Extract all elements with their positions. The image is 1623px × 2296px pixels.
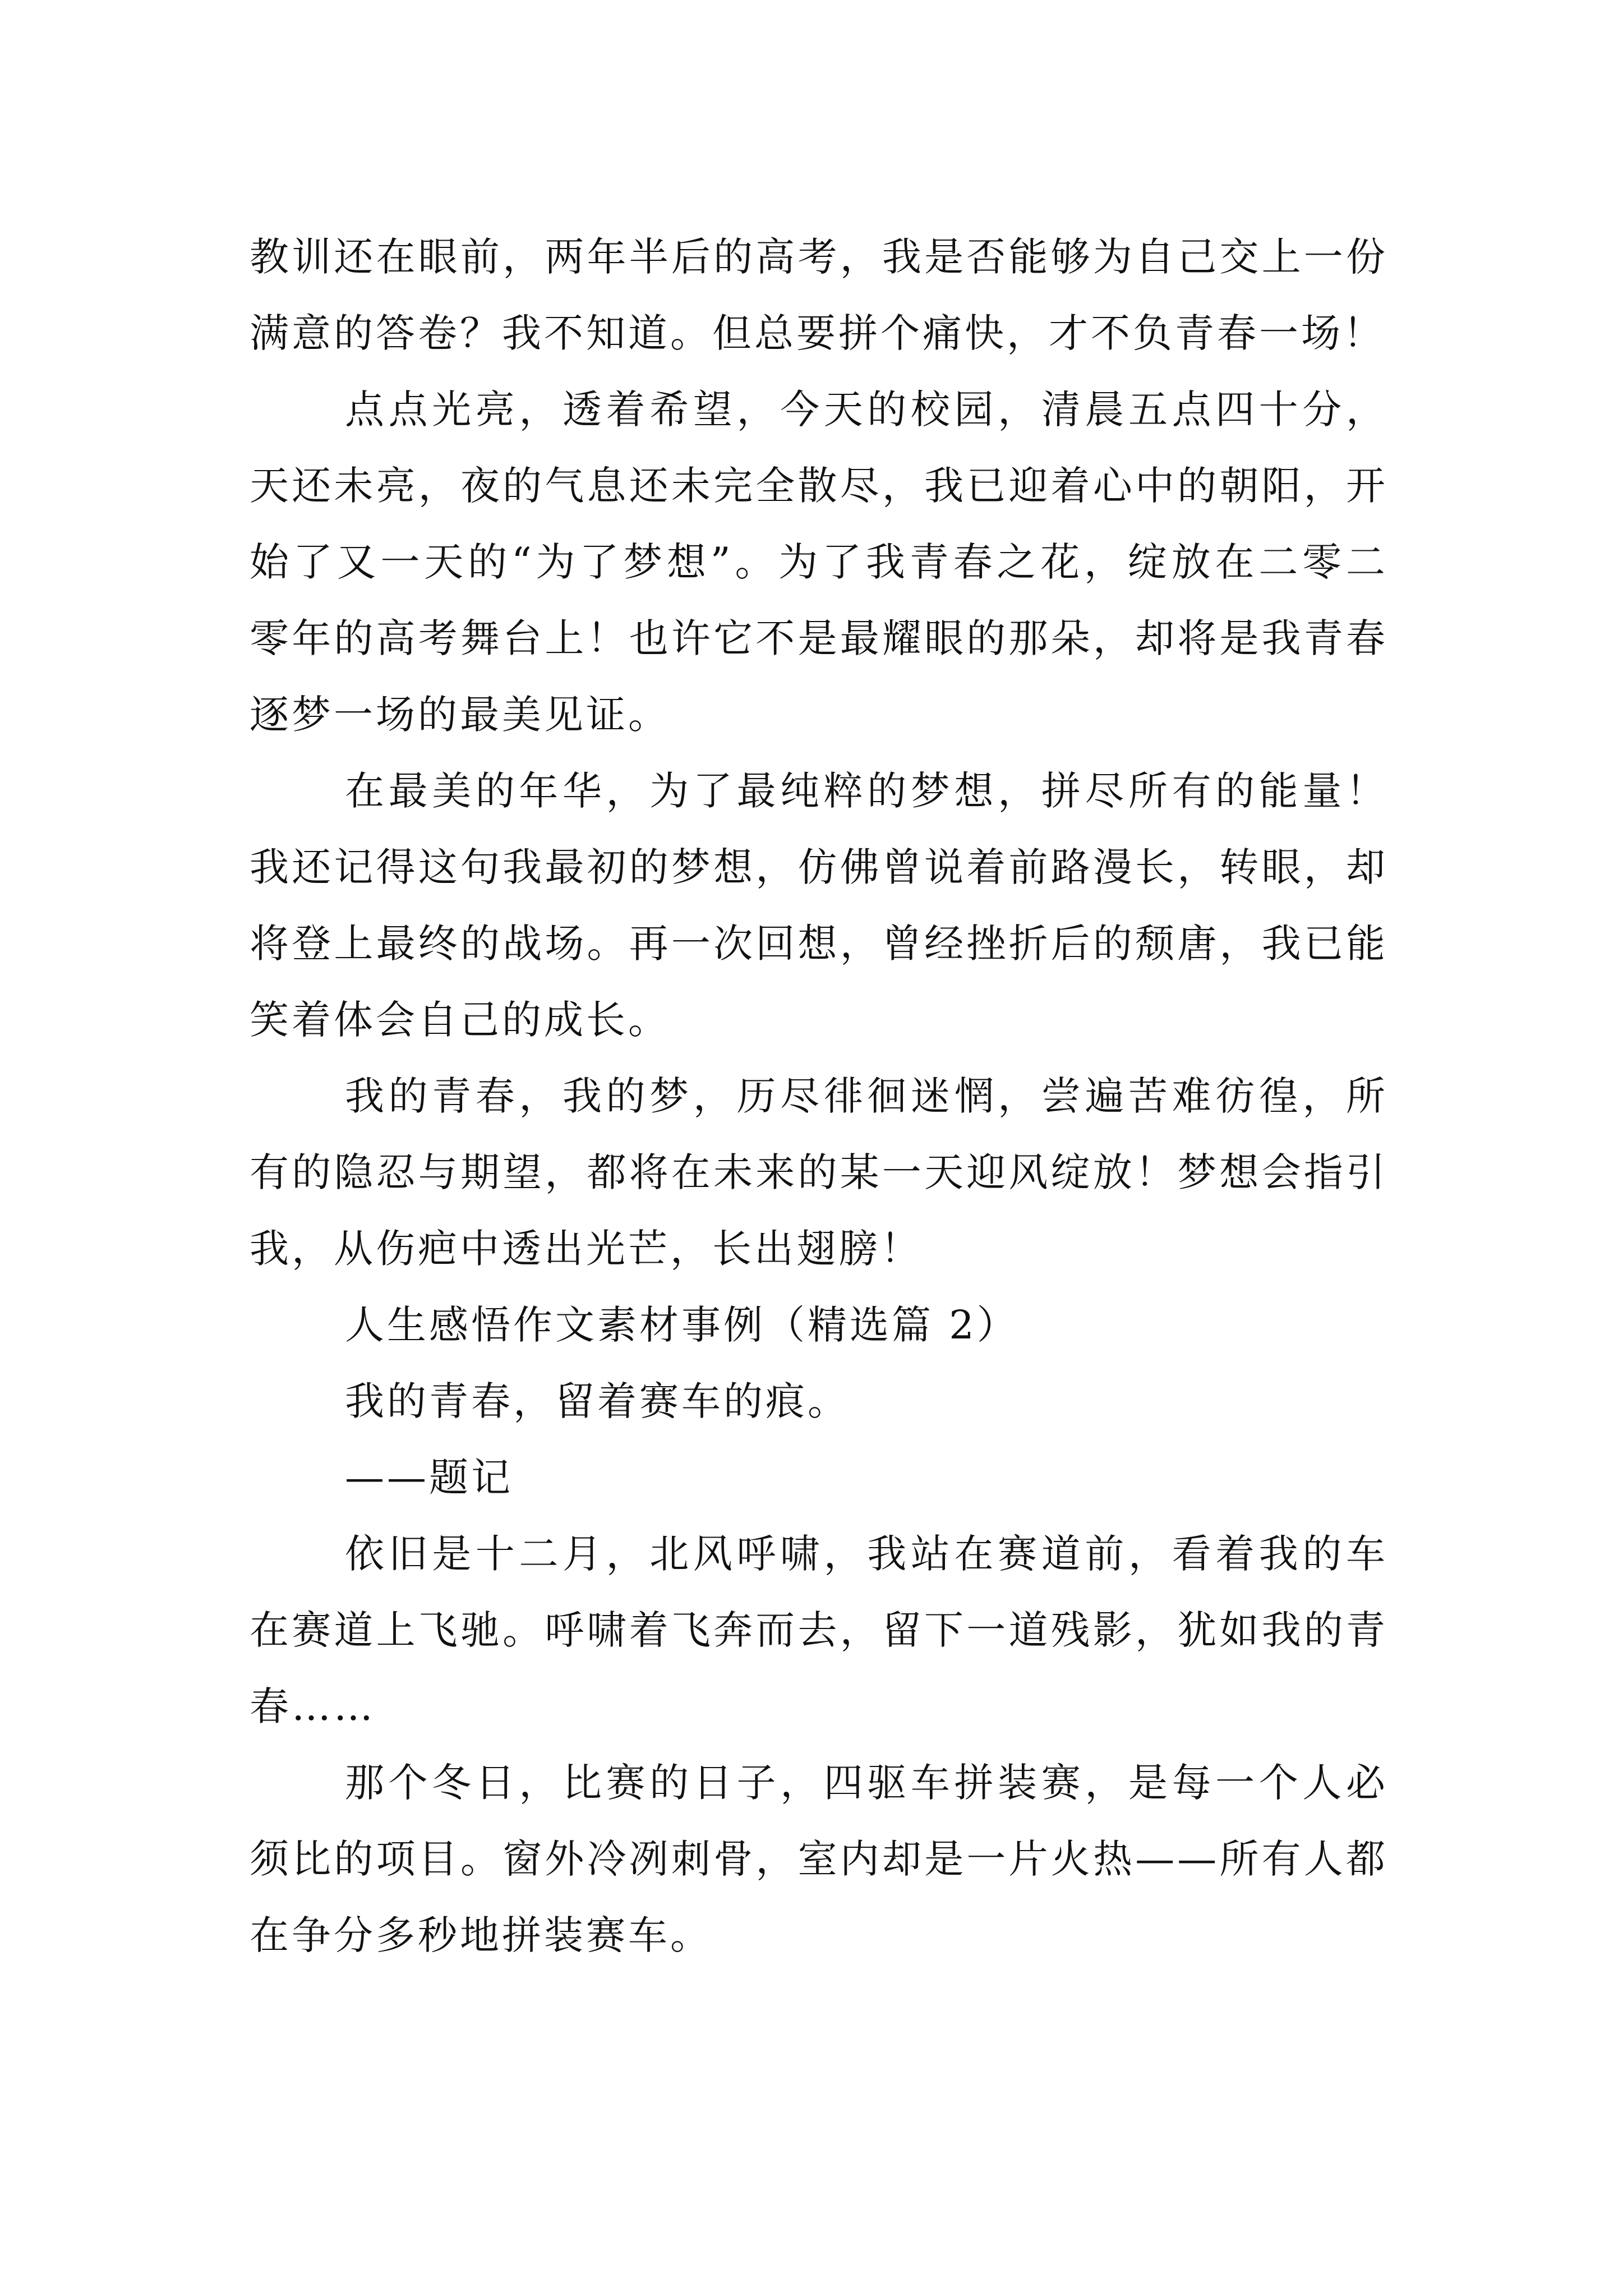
paragraph-6: 那个冬日，比赛的日子，四驱车拼装赛，是每一个人必须比的项目。窗外冷冽刺骨，室内却是一片火热——所有人都在争分多秒地拼装赛车。 <box>250 1760 1388 1958</box>
paragraph-2: 点点光亮，透着希望，今天的校园，清晨五点四十分，天还未亮，夜的气息还未完全散尽，我已迎着心中的朝阳，开始了又一天的“为了梦想”。为了我青春之花，绽放在二零二零年的高考舞台上！也许它不是最耀眼的那朵，却将是我青春逐梦一场的最美见证。 <box>250 386 1388 738</box>
paragraph-1: 教训还在眼前，两年半后的高考，我是否能够为自己交上一份满意的答卷？我不知道。但总要拼个痛快，才不负青春一场！ <box>250 234 1388 356</box>
epigraph-attribution: ——题记 <box>345 1455 513 1501</box>
epigraph: 我的青春，留着赛车的痕。 <box>345 1378 850 1424</box>
paragraph-4: 我的青春，我的梦，历尽徘徊迷惘，尝遍苦难彷徨，所有的隐忍与期望，都将在未来的某一天迎风绽放！梦想会指引我，从伤疤中透出光芒，长出翅膀！ <box>250 1073 1388 1272</box>
paragraph-5: 依旧是十二月，北风呼啸，我站在赛道前，看着我的车在赛道上飞驰。呼啸着飞奔而去，留下一道残影，犹如我的青春…… <box>250 1531 1388 1729</box>
paragraph-3: 在最美的年华，为了最纯粹的梦想，拼尽所有的能量！我还记得这句我最初的梦想，仿佛曾说着前路漫长，转眼，却将登上最终的战场。再一次回想，曾经挫折后的颓唐，我已能笑着体会自己的成长。 <box>250 768 1388 1043</box>
section-title: 人生感悟作文素材事例（精选篇 2） <box>345 1302 1019 1348</box>
document-body <box>250 219 1388 1973</box>
